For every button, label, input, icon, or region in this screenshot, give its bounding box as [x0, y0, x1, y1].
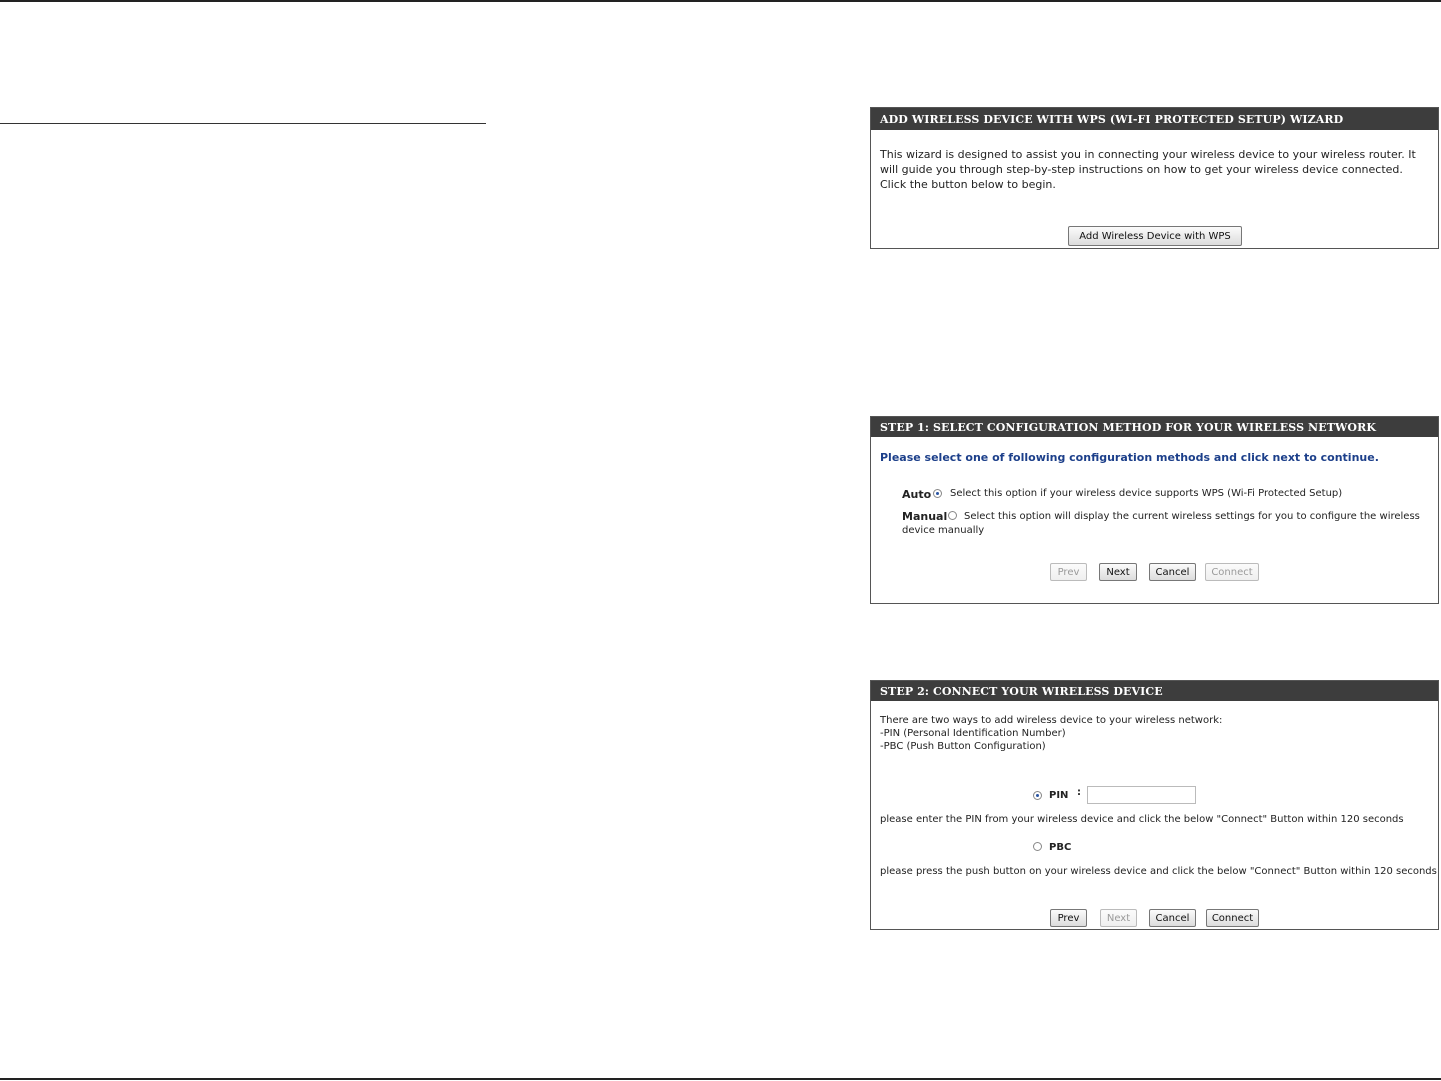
step1-header	[871, 417, 1438, 437]
pbc-help-text: please press the push button on your wireless device and click the below "Connect" Button within 120 seconds	[880, 866, 1437, 877]
pin-input[interactable]	[1087, 786, 1196, 804]
step2-intro-line3: -PBC (Push Button Configuration)	[880, 741, 1046, 752]
step2-panel	[870, 680, 1439, 930]
step1-next-button[interactable]: Next	[1099, 563, 1137, 581]
step1-prev-button[interactable]: Prev	[1050, 563, 1087, 581]
pin-help-text: please enter the PIN from your wireless device and click the below "Connect" Button within 120 seconds	[880, 814, 1404, 825]
step1-cancel-button[interactable]: Cancel	[1149, 563, 1196, 581]
step1-connect-button[interactable]: Connect	[1205, 563, 1259, 581]
pin-colon: :	[1077, 787, 1081, 798]
wps-wizard-description: This wizard is designed to assist you in connecting your wireless device to your wireless router. It will guide you through step-by-step instructions on how to get your wireless device connected. Click the button below to begin.	[880, 148, 1416, 191]
pin-label: PIN	[1049, 790, 1069, 801]
step1-panel	[870, 416, 1439, 604]
step2-prev-button[interactable]: Prev	[1050, 909, 1087, 927]
auto-label: Auto	[902, 488, 932, 501]
add-wireless-device-button[interactable]: Add Wireless Device with WPS	[1068, 226, 1242, 246]
manual-description: Select this option will display the current wireless settings for you to configure the wireless device manually	[902, 511, 1420, 536]
step2-intro-line2: -PIN (Personal Identification Number)	[880, 728, 1066, 739]
section-divider	[0, 123, 486, 124]
pbc-label: PBC	[1049, 842, 1072, 853]
step2-title: STEP 2: CONNECT YOUR WIRELESS DEVICE	[880, 684, 1163, 698]
pin-radio[interactable]	[1033, 791, 1042, 800]
step2-connect-button[interactable]: Connect	[1206, 909, 1259, 927]
wps-wizard-title: ADD WIRELESS DEVICE WITH WPS (WI-FI PROTECTED SETUP) WIZARD	[880, 112, 1344, 126]
step2-next-button[interactable]: Next	[1100, 909, 1137, 927]
step1-title: STEP 1: SELECT CONFIGURATION METHOD FOR YOUR WIRELESS NETWORK	[880, 420, 1377, 434]
pbc-radio[interactable]	[1033, 842, 1042, 851]
step2-header	[871, 681, 1438, 701]
top-divider	[0, 0, 1441, 2]
wps-wizard-panel	[870, 107, 1439, 249]
bottom-divider	[0, 1078, 1441, 1080]
step1-instruction: Please select one of following configuration methods and click next to continue.	[880, 451, 1379, 464]
step2-cancel-button[interactable]: Cancel	[1149, 909, 1196, 927]
wps-wizard-header	[871, 108, 1438, 130]
auto-radio[interactable]	[933, 489, 942, 498]
auto-description: Select this option if your wireless device supports WPS (Wi-Fi Protected Setup)	[950, 488, 1343, 499]
step2-intro-line1: There are two ways to add wireless device to your wireless network:	[880, 715, 1223, 726]
manual-label: Manual	[902, 510, 948, 523]
